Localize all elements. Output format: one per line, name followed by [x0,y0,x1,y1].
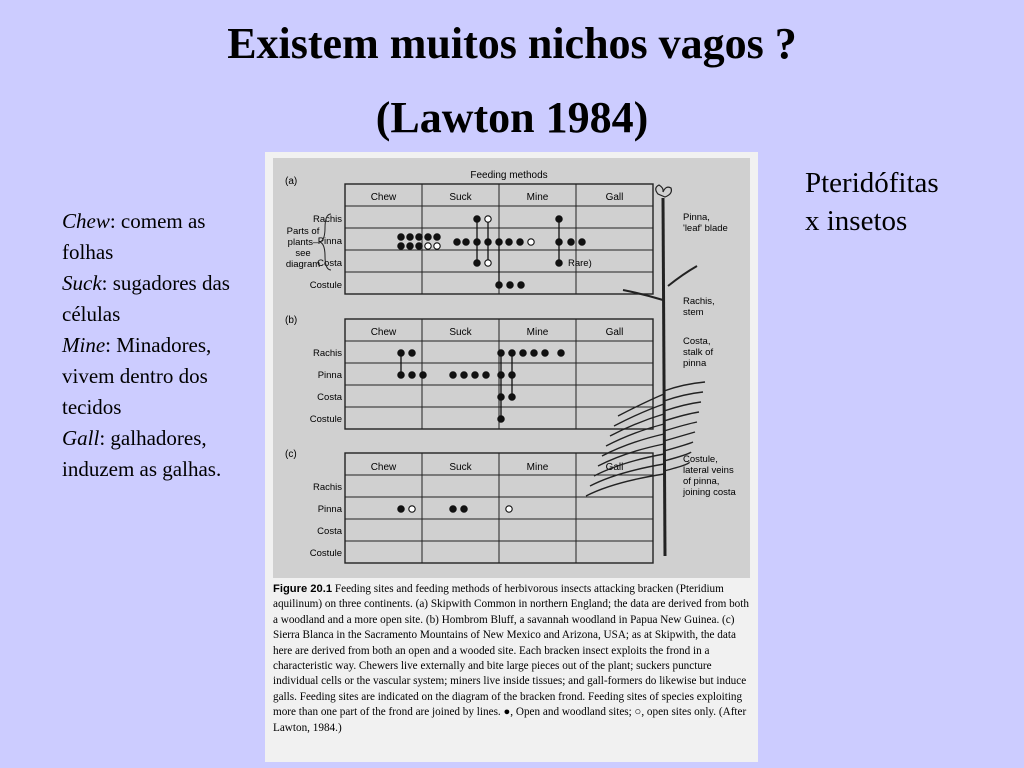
parts-label-line: plants– [287,237,319,248]
plant-label-line: of pinna, [683,476,720,487]
row-label: Rachis [312,214,342,225]
filled-dot [474,216,480,222]
note-chew: Chew: comem as folhas [62,209,206,264]
filled-dot [450,506,456,512]
filled-dot [416,243,422,249]
panel-letter: (a) [285,176,298,187]
open-dot [425,243,431,249]
slide-title: Existem muitos nichos vagos ? [227,19,797,68]
note-gall: Gall: galhadores, induzem as galhas. [62,426,222,481]
parts-label-line: Parts of [286,226,320,237]
column-header: Chew [370,327,397,338]
pinna-left [586,474,664,496]
filled-dot [398,350,404,356]
filled-dot [472,372,478,378]
filled-dot [509,350,515,356]
row-label: Costa [317,526,342,537]
filled-dot [509,372,515,378]
column-header: Gall [605,462,624,473]
open-dot [485,216,491,222]
feeding-methods-header: Feeding methods [470,170,548,181]
filled-dot [483,372,489,378]
plant-label-line: stalk of [683,347,714,358]
row-label: Costule [309,548,342,559]
caption-label: Figure 20.1 [273,583,333,595]
column-header: Gall [605,192,624,203]
right-note [805,164,939,240]
row-label: Costa [317,258,342,269]
filled-dot [398,506,404,512]
filled-dot [496,282,502,288]
filled-dot [409,350,415,356]
filled-dot [542,350,548,356]
filled-dot [407,234,413,240]
row-label: Pinna [317,370,342,381]
filled-dot [498,350,504,356]
filled-dot [517,239,523,245]
filled-dot [568,239,574,245]
column-header: Mine [526,192,549,203]
filled-dot [507,282,513,288]
filled-dot [520,350,526,356]
pinna-right [664,392,703,401]
pinna-right [664,412,699,421]
side-notes [62,206,252,485]
plant-label-line: pinna [683,358,707,369]
plant-label-line: Costule, [683,454,718,465]
plant-label-line: 'leaf' blade [683,223,728,234]
row-label: Pinna [317,236,342,247]
note-suck: Suck: sugadores das células [62,271,230,326]
plant-label-line: lateral veins [683,465,734,476]
column-header: Mine [526,327,549,338]
column-header: Suck [449,327,472,338]
column-header: Gall [605,327,624,338]
plant-label-line: Costa, [683,336,711,347]
figure-scan [265,152,758,762]
filled-dot [556,260,562,266]
row-label: Costa [317,392,342,403]
column-header: Mine [526,462,549,473]
filled-dot [463,239,469,245]
row-label: Rachis [312,482,342,493]
column-header: Suck [449,192,472,203]
figure-diagram [273,158,750,578]
filled-dot [420,372,426,378]
frond-rachis [663,198,665,556]
filled-dot [485,239,491,245]
rare-label: Rare) [568,258,592,269]
filled-dot [498,394,504,400]
panel-letter: (c) [285,449,297,460]
filled-dot [425,234,431,240]
right-note-line2: x insetos [805,205,908,237]
open-dot [506,506,512,512]
filled-dot [461,372,467,378]
filled-dot [531,350,537,356]
parts-label-line: see [295,248,311,259]
parts-label-line: diagram [285,259,321,270]
filled-dot [434,234,440,240]
frond-tip [656,185,672,197]
pinna-side [623,290,663,300]
column-header: Chew [370,462,397,473]
filled-dot [461,506,467,512]
pinna-right [664,402,701,411]
filled-dot [518,282,524,288]
filled-dot [498,416,504,422]
filled-dot [454,239,460,245]
filled-dot [509,394,515,400]
column-header: Suck [449,462,472,473]
filled-dot [556,239,562,245]
pinna-side [668,266,697,286]
slide-subtitle: (Lawton 1984) [375,93,649,142]
diagram-svg [273,158,750,578]
filled-dot [398,234,404,240]
right-note-line1: Pteridófitas [805,167,939,199]
plant-label-line: Pinna, [683,212,710,223]
open-dot [434,243,440,249]
caption-text: Feeding sites and feeding methods of herbivorous insects attacking bracken (Pteridium aquilinum) on three continents. (a) Skipwith Common in northern England; the data are derived from both a woodland and a more open site. (b) Hombrom Bluff, a savannah woodland in Papua New Guinea. (c) Sierra Blanca in the Sacramento Mountains of New Mexico and Arizona, USA; as at Skipwith, the data here are derived from both an open and a wooded site. Each bracken insect exploits the frond in a characteristic way. Chewers live externally and bite large pieces out of the plant; suckers puncture individual cells or the vascular system; miners live inside tissues; and gall-formers do likewise but induce galls. Feeding sites are indicated on the diagram of the bracken frond. Feeding sites of species exploiting more than one part of the frond are joined by lines. ●, Open and woodland sites; ○, open sites only. (After Lawton, 1984.) [273,583,749,734]
filled-dot [498,372,504,378]
filled-dot [407,243,413,249]
column-header: Chew [370,192,397,203]
open-dot [409,506,415,512]
plant-label-line: joining costa [683,487,736,498]
filled-dot [558,350,564,356]
filled-dot [506,239,512,245]
filled-dot [496,239,502,245]
filled-dot [398,372,404,378]
pinna-right [664,432,695,441]
plant-label-line: stem [683,307,704,318]
plant-label-line: Rachis, [683,296,715,307]
filled-dot [579,239,585,245]
filled-dot [398,243,404,249]
filled-dot [556,216,562,222]
note-mine: Mine: Minadores, vivem dentro dos tecidos [62,333,212,419]
row-label: Costule [309,280,342,291]
figure-caption [273,582,751,736]
open-dot [485,260,491,266]
filled-dot [409,372,415,378]
row-label: Pinna [317,504,342,515]
filled-dot [416,234,422,240]
open-dot [528,239,534,245]
row-label: Costule [309,414,342,425]
filled-dot [474,260,480,266]
filled-dot [450,372,456,378]
pinna-right [664,442,693,451]
pinna-right [664,382,705,391]
pinna-right [664,422,697,431]
row-label: Rachis [312,348,342,359]
filled-dot [474,239,480,245]
panel-letter: (b) [285,315,298,326]
